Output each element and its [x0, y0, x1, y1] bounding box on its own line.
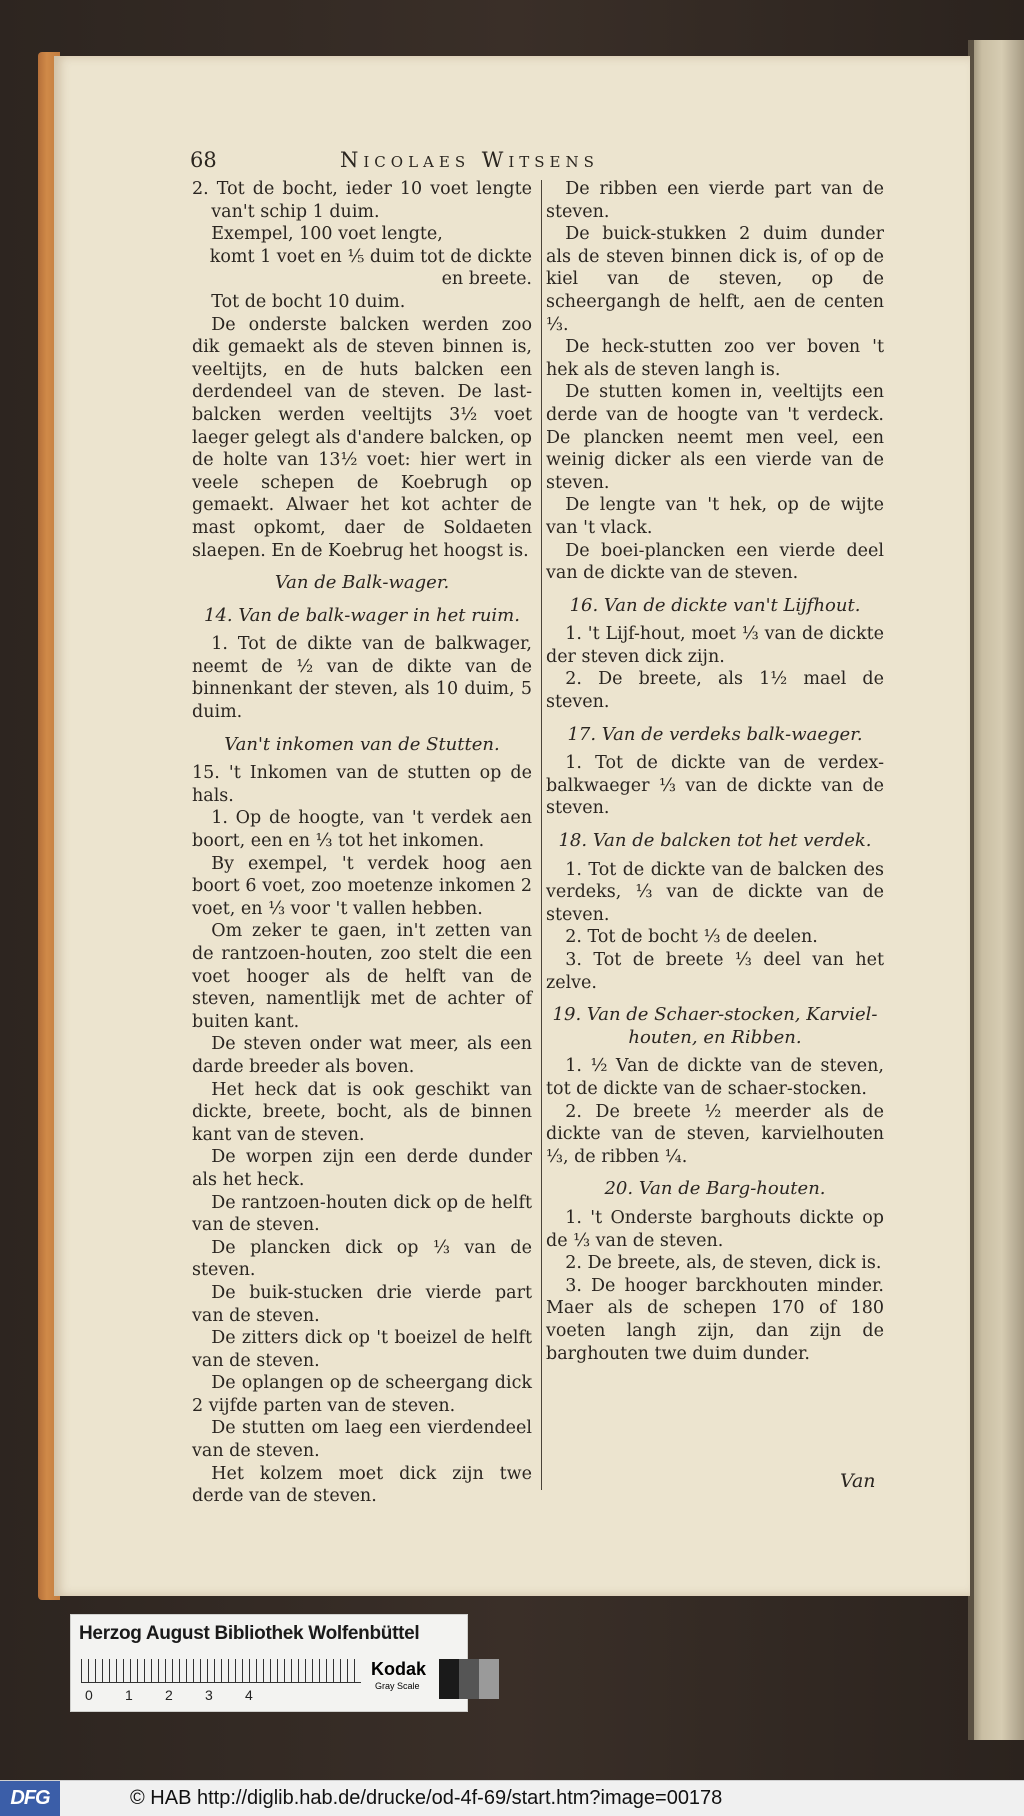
text-paragraph: 2. De breete, als 1½ mael de steven. — [546, 669, 884, 713]
text-paragraph: De stutten om laeg een vierdendeel van de steven. — [192, 1418, 532, 1462]
text-paragraph: De zitters dick op 't boeizel de helft van de steven. — [192, 1328, 532, 1371]
text-paragraph: De lengte van 't hek, op de wijte van 't vlack. — [546, 495, 884, 538]
section-heading: 19. Van de Schaer-stocken, Karviel-houten, en Ribben. — [552, 1004, 878, 1048]
gray-patch — [459, 1659, 479, 1699]
scale-number: 0 — [85, 1687, 93, 1703]
text-paragraph: 2. De breete ½ meerder als de dickte van de steven, karvielhouten ⅓, de ribben ¼. — [546, 1101, 884, 1167]
grayscale-label: Gray Scale — [375, 1681, 420, 1691]
text-paragraph: 2. De breete, als, de steven, dick is. — [565, 1253, 882, 1274]
text-paragraph: 1. 't Onderste barghouts dickte op de ⅓ van de steven. — [546, 1207, 884, 1251]
running-head: Nicolaes Witsens — [340, 148, 599, 172]
text-paragraph: De buick-stukken 2 duim dunder als de steven binnen dick is, of op de kiel van de steven, op de scheergangh de helft, aen de centen ⅓. — [546, 224, 884, 335]
text-paragraph: 2. Tot de bocht, ieder 10 voet lengte van't schip 1 duim. — [192, 179, 532, 222]
footer-bar — [0, 1780, 1024, 1816]
credit-link[interactable]: © HAB http://diglib.hab.de/drucke/od-4f-69/start.htm?image=00178 — [130, 1787, 723, 1809]
right-text-column — [546, 178, 884, 1365]
section-heading: Van't inkomen van de Stutten. — [224, 733, 500, 755]
text-paragraph: De heck-stutten zoo ver boven 't hek als de steven langh is. — [546, 337, 884, 380]
card-title: Herzog August Bibliothek Wolfenbüttel — [79, 1623, 420, 1644]
scale-number: 3 — [205, 1687, 213, 1703]
color-calibration-card — [70, 1614, 468, 1712]
text-paragraph: De plancken dick op ⅓ van de steven. — [192, 1237, 532, 1281]
scale-number: 1 — [125, 1687, 133, 1703]
text-paragraph: 1. Tot de dikte van de balkwager, neemt de ½ van de dikte van de binnenkant der steven, als 10 duim, 5 duim. — [192, 634, 532, 723]
text-paragraph: 1. Tot de dickte van de balcken des verdeks, ⅓ van de dickte van de steven. — [546, 859, 884, 925]
text-paragraph: De rantzoen-houten dick op de helft van de steven. — [192, 1192, 532, 1236]
text-paragraph: 1. 't Lijf-hout, moet ⅓ van de dickte der steven dick zijn. — [546, 624, 884, 667]
scale-number: 4 — [245, 1687, 253, 1703]
text-paragraph: De steven onder wat meer, als een darde breeder als boven. — [192, 1034, 532, 1077]
text-paragraph: 1. Op de hoogte, van 't verdek aen boort, een en ⅓ tot het inkomen. — [192, 808, 532, 852]
section-heading: 20. Van de Barg-houten. — [604, 1178, 826, 1200]
dfg-logo: DFG — [0, 1781, 60, 1816]
text-paragraph: Om zeker te gaen, in't zetten van de rantzoen-houten, zoo stelt die een voet hooger als de helft van de steven, namentlijk met de achter of buiten kant. — [192, 921, 532, 1032]
text-paragraph: Tot de bocht 10 duim. — [211, 291, 406, 312]
kodak-label: Kodak — [371, 1659, 427, 1679]
text-paragraph: De oplangen op de scheergang dick 2 vijfde parten van de steven. — [192, 1373, 532, 1416]
text-paragraph: 3. Tot de breete ⅓ deel van het zelve. — [546, 950, 884, 993]
text-paragraph: Het heck dat is ook geschikt van dickte, breete, bocht, als de binnen kant van de steven. — [192, 1079, 532, 1145]
text-paragraph: Het kolzem moet dick zijn twe derde van de steven. — [192, 1463, 532, 1507]
section-heading: 18. Van de balcken tot het verdek. — [558, 830, 872, 852]
text-paragraph: 15. 't Inkomen van de stutten op de hals. — [192, 763, 532, 806]
scale-numbers — [85, 1687, 285, 1703]
gray-patch — [479, 1659, 499, 1699]
text-paragraph: De worpen zijn een derde dunder als het heck. — [192, 1147, 532, 1190]
page-number: 68 — [190, 148, 217, 172]
text-paragraph: Exempel, 100 voet lengte, — [211, 224, 443, 245]
text-paragraph: 2. Tot de bocht ⅓ de deelen. — [565, 927, 818, 948]
gray-patch — [439, 1659, 459, 1699]
text-paragraph: De buik-stucken drie vierde part van de steven. — [192, 1282, 532, 1326]
page-header — [190, 148, 750, 178]
text-paragraph: De stutten komen in, veeltijts een derde van de hoogte van 't verdeck. De plancken neemt men veel, een weinig dicker als een vierde van de steven. — [546, 382, 884, 493]
scale-number: 2 — [165, 1687, 173, 1703]
text-paragraph: 1. ½ Van de dickte van de steven, tot de dickte van de schaer-stocken. — [546, 1056, 884, 1099]
text-paragraph: 1. Tot de dickte van de verdex-balkwaeger ⅓ van de dickte van de steven. — [546, 753, 884, 819]
section-heading: 16. Van de dickte van't Lijfhout. — [569, 594, 861, 616]
text-paragraph: De boei-plancken een vierde deel van de dickte van de steven. — [546, 540, 884, 584]
left-text-column — [192, 178, 532, 1508]
text-paragraph: komt 1 voet en ⅕ duim tot de dickte en breete. — [209, 246, 532, 290]
catchword: Van — [840, 1470, 876, 1492]
section-heading: Van de Balk-wager. — [274, 572, 450, 594]
scale-ruler — [81, 1659, 361, 1683]
facing-page-edge — [968, 40, 1024, 1740]
text-paragraph: De onderste balcken werden zoo dik gemaekt als de steven binnen is, veeltijts, en de huts balcken een derdendeel van de steven. De last-balcken werden veeltijts 3½ voet laeger gelegt als d'andere balcken, op de holte van 13½ voet: hier wert in veele schepen de Koebrugh op gemaekt. Alwaer het kot achter de mast opkomt, daer de Soldaeten slaepen. En de Koebrug het hoogst is. — [192, 314, 532, 561]
section-heading: 14. Van de balk-wager in het ruim. — [204, 604, 520, 626]
text-paragraph: De ribben een vierde part van de steven. — [546, 179, 884, 222]
column-divider — [541, 180, 542, 1490]
text-paragraph: 3. De hooger barckhouten minder. Maer als de schepen 170 of 180 voeten langh zijn, dan zijn de barghouten twe duim dunder. — [546, 1275, 884, 1364]
section-heading: 17. Van de verdeks balk-waeger. — [567, 723, 863, 745]
text-paragraph: By exempel, 't verdek hoog aen boort 6 voet, zoo moetenze inkomen 2 voet, en ⅓ voor 't vallen hebben. — [192, 853, 532, 919]
